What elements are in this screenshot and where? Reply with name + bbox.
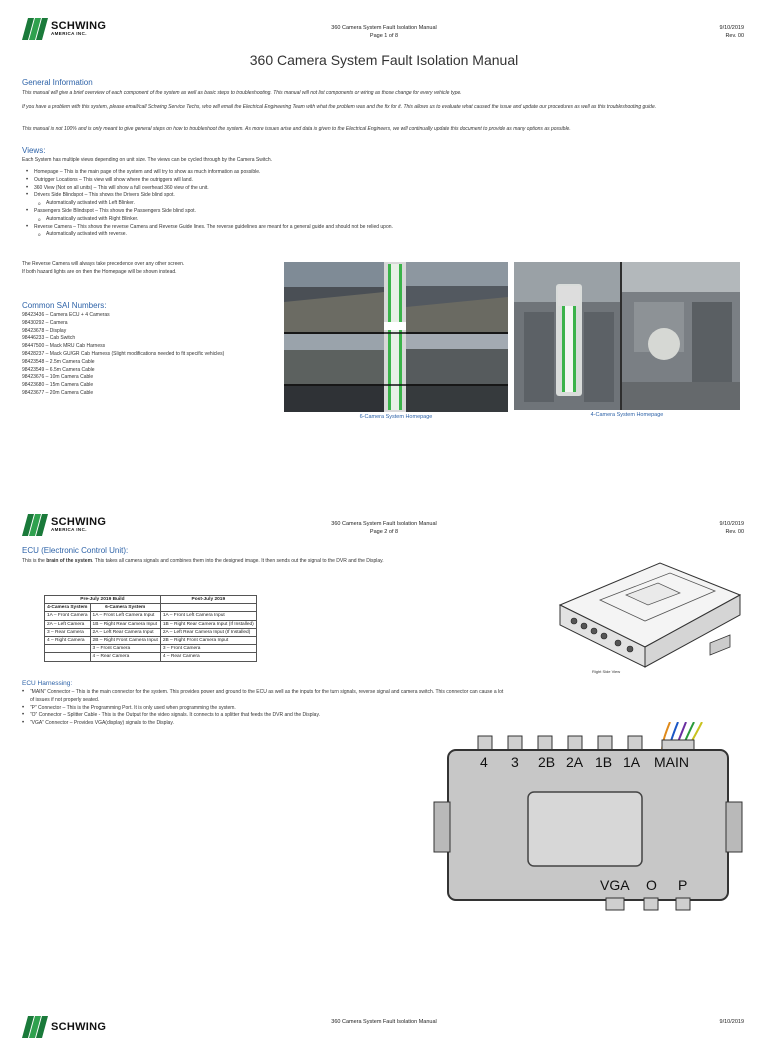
table-cell: 2B – Right Front Camera Input (90, 636, 160, 644)
sai-part-item: 98423548 – 2.5m Camera Cable (22, 358, 95, 365)
six-camera-homepage-image (284, 262, 508, 412)
views-sub-item: o Automatically activated with Right Blinker. (24, 216, 744, 224)
ecu-port-label: O (646, 877, 657, 893)
views-sub-item: o Automatically activated with Left Blinker. (24, 200, 744, 208)
logo-name: SCHWING (51, 516, 107, 529)
schwing-logo-mark (22, 1016, 48, 1038)
schwing-logo (22, 514, 106, 536)
ecu-side-view-label: Right Side View (592, 669, 621, 674)
harness-list-item: • “VGA” Connector – Provides VGA(display) signals to the Display. (20, 720, 508, 728)
post-july-blank-header (160, 604, 256, 612)
header-center (284, 24, 484, 40)
page-2 (0, 500, 768, 980)
harness-heading: ECU Harnessing: (22, 680, 73, 687)
four-camera-caption: 4-Camera System Homepage (590, 412, 664, 418)
logo-name: SCHWING (51, 20, 107, 33)
table-cell: 4 – Rear Camera (160, 653, 256, 661)
document-title: 360 Camera System Fault Isolation Manual (249, 52, 519, 68)
reverse-note-2: If both hazard lights are on then the Homepage will be shown instead. (22, 269, 177, 275)
views-list-item: • Reverse Camera – This shows the reverse Camera and Reverse Guide lines. The reverse guidelines are meant for a general guide and should not be relied upon. (24, 224, 744, 232)
schwing-logo (22, 18, 106, 40)
header-title: 360 Camera System Fault Isolation Manual (331, 25, 437, 31)
harness-list-item: • “O” Connector – Splitter Cable - This is the Output for the video signals. It connects to a splitter that feeds the DVR and the Display. (20, 712, 508, 720)
table-cell: 4 – Right Camera (45, 636, 91, 644)
header-revision: Rev. 00 (725, 529, 744, 535)
table-cell: 4 – Rear Camera (90, 653, 160, 661)
sai-part-item: 98423676 – 10m Camera Cable (22, 374, 94, 381)
sai-part-item: 98423678 – Display (22, 327, 67, 334)
table-cell: 2A – Left Rear Camera Input (If Installed) (160, 628, 256, 636)
harness-list-item: • “MAIN” Connector – This is the main connector for the system. This provides power and ground to the ECU as well as the inputs for the turn signals, reverse signal and camera switch. This connector can cause a lot of issues if not properly seated. (20, 689, 508, 705)
ecu-intro-c: . This takes all camera signals and combines them into the designed image. It then sends out the signal to the DVR and the Display. (92, 558, 384, 564)
general-paragraph-2: If you have a problem with this system, please email/call Schwing Service Techs, who will email the Electrical Engineering Team with what the problem was and the fix for it. This allows us to evaluate what caused the issue and update our procedures as well as this troubleshooting guide. (22, 104, 657, 110)
table-cell: 1A – Front Camera (45, 612, 91, 620)
table-row (45, 620, 257, 628)
views-intro: Each System has multiple views depending on unit size. The views can be cycled through by the Camera Switch. (22, 157, 273, 163)
table-cell: 1B – Right Rear Camera Input (If Installed) (160, 620, 256, 628)
ecu-port-label: 4 (480, 754, 488, 770)
post-july-header: Post-July 2019 (160, 596, 256, 604)
page-1 (0, 0, 768, 490)
views-list-item: • Outrigger Locations – This view will show where the outriggers will land. (24, 177, 744, 185)
ecu-top-view-image (430, 722, 750, 914)
table-cell: 3 – Front Camera (160, 645, 256, 653)
views-list (24, 169, 744, 239)
page-3 (0, 1004, 768, 1033)
header-center (284, 1018, 484, 1026)
views-list-item: • 360 View (Not on all units) – This will show a full overhead 360 view of the unit. (24, 185, 744, 193)
six-camera-column-header: 6-Camera System (90, 604, 160, 612)
ecu-heading: ECU (Electronic Control Unit): (22, 546, 129, 555)
views-list-item: • Drivers Side Blindspot – This shows the Drivers Side blind spot. (24, 192, 744, 200)
header-page-number: Page 1 of 8 (369, 33, 399, 39)
ecu-intro (22, 558, 502, 566)
header-right (720, 1018, 744, 1026)
sai-list (22, 312, 282, 398)
general-paragraph-1: This manual will give a brief overview of each component of the system as well as basic steps to troubleshooting. This manual will not list components or wiring as those change for every vehicle type. (22, 90, 462, 96)
ecu-port-label: MAIN (654, 754, 689, 770)
sai-part-item: 98423677 – 20m Camera Cable (22, 389, 94, 396)
ecu-port-label: 1A (623, 754, 641, 770)
header-date: 9/10/2019 (719, 1019, 744, 1025)
header-title: 360 Camera System Fault Isolation Manual (331, 1019, 437, 1025)
six-camera-caption: 6-Camera System Homepage (359, 414, 433, 420)
sai-heading: Common SAI Numbers: (22, 301, 107, 310)
ecu-port-label: 2B (538, 754, 556, 770)
views-heading: Views: (22, 146, 46, 155)
schwing-logo-mark (22, 18, 48, 40)
table-cell (45, 653, 91, 661)
table-cell: 1A – Front Left Camera Input (90, 612, 160, 620)
sai-part-item: 98423436 – Camera ECU + 4 Cameras (22, 312, 110, 318)
harness-list-item: • “P” Connector – This is the Programming Port. It is only used when programming the system. (20, 705, 508, 713)
table-row (45, 653, 257, 661)
schwing-logo-mark (22, 514, 48, 536)
general-paragraph-3: This manual is not 100% and is only meant to give general steps on how to troubleshoot the system. As more issues arise and data is given to the Electrical Engineers, we will continually update this document to provide as many options as possible. (22, 126, 571, 132)
four-camera-homepage-image (514, 262, 740, 410)
table-cell: 2A – Left Rear Camera Input (90, 628, 160, 636)
views-list-item: • Passengers Side Blindspot – This shows the Passengers Side blind spot. (24, 208, 744, 216)
table-cell: 3 – Front Camera (90, 645, 160, 653)
views-list-item: • Homepage – This is the main page of the system and will try to show as much information as possible. (24, 169, 744, 177)
header-page-number: Page 2 of 8 (369, 529, 399, 535)
ecu-port-label: 3 (511, 754, 519, 770)
sai-part-item: 98430292 – Camera (22, 319, 68, 326)
sai-part-item: 98447500 – Mack MRU Cab Harness (22, 343, 106, 350)
logo-subtitle: AMERICA INC. (51, 31, 87, 37)
header-revision: Rev. 00 (725, 33, 744, 39)
ecu-port-table (44, 595, 257, 662)
header-date: 9/10/2019 (719, 521, 744, 527)
logo-name: SCHWING (51, 1020, 107, 1033)
ecu-port-label: 1B (595, 754, 613, 770)
header-title: 360 Camera System Fault Isolation Manual (331, 521, 437, 527)
table-cell: 1A – Front Left Camera Input (160, 612, 256, 620)
schwing-logo (22, 1016, 106, 1038)
header-right (720, 24, 744, 40)
ecu-right-side-view-image (540, 555, 750, 685)
reverse-note-1: The Reverse Camera will always take precedence over any other screen. (22, 261, 185, 267)
header-center (284, 520, 484, 536)
table-cell: 1B – Right Rear Camera Input (90, 620, 160, 628)
four-camera-column-header: 4-Camera System (45, 604, 91, 612)
table-cell: 3 – Rear Camera (45, 628, 91, 636)
header-right (720, 520, 744, 536)
table-cell: 2A – Left Camera (45, 620, 91, 628)
sai-part-item: 98423680 – 15m Camera Cable (22, 382, 94, 389)
views-sub-item: o Automatically activated with reverse. (24, 231, 744, 239)
table-row (45, 645, 257, 653)
ecu-port-label: VGA (600, 877, 630, 893)
sai-part-item: 98423549 – 6.5m Camera Cable (22, 366, 95, 373)
ecu-port-label: 2A (566, 754, 584, 770)
table-cell (45, 645, 91, 653)
sai-part-item: 98446233 – Cab Switch (22, 335, 76, 342)
table-cell: 2B – Right Front Camera Input (160, 636, 256, 644)
logo-subtitle: AMERICA INC. (51, 527, 87, 533)
pre-july-header: Pre-July 2019 Build (45, 596, 161, 604)
ecu-intro-a: This is the (22, 558, 47, 564)
sai-part-item: 98428237 – Mack GU/GR Cab Harness (Slight modifications needed to fit specific vehicles) (22, 350, 225, 357)
ecu-port-label: P (678, 877, 688, 893)
ecu-intro-bold: brain of the system (46, 558, 93, 564)
header-date: 9/10/2019 (719, 25, 744, 31)
table-row (45, 628, 257, 636)
table-row (45, 636, 257, 644)
table-row (45, 612, 257, 620)
general-information-heading: General Information (22, 78, 93, 87)
